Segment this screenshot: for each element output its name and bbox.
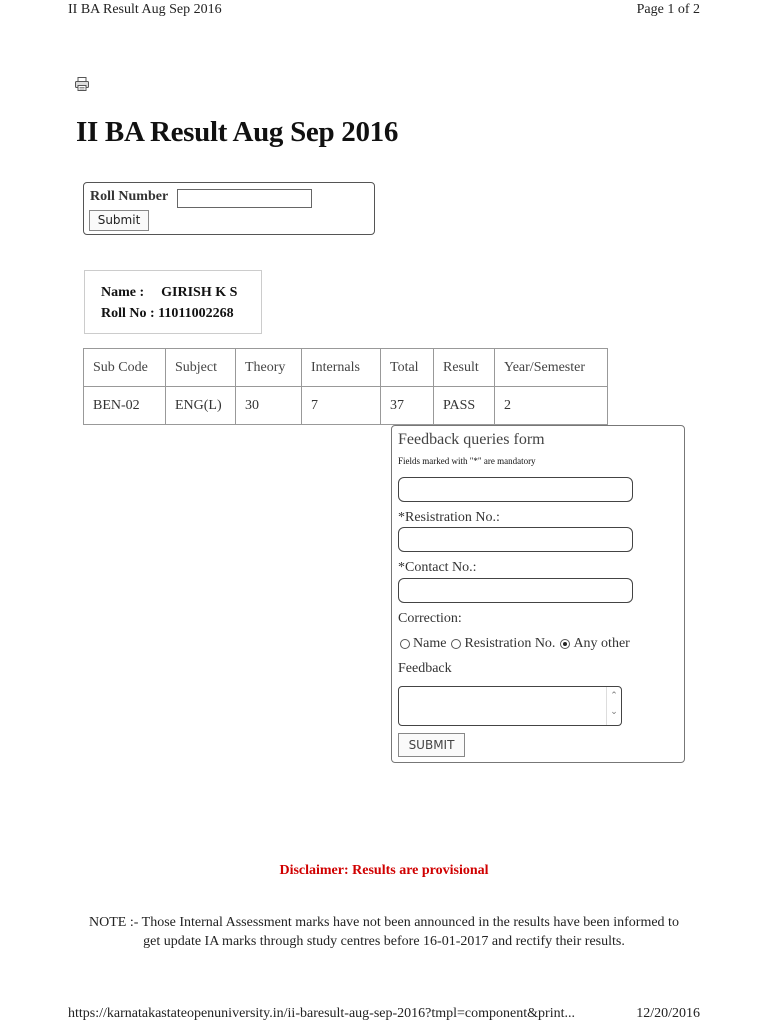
- student-name-row: [101, 285, 237, 301]
- page-title: II BA Result Aug Sep 2016: [76, 116, 399, 148]
- feedback-first-field[interactable]: [398, 477, 633, 502]
- feedback-submit-button[interactable]: SUBMIT: [398, 733, 465, 757]
- student-name-label: Name :: [101, 285, 145, 300]
- footer-date: 12/20/2016: [636, 1006, 700, 1021]
- registration-label: *Resistration No.:: [398, 510, 500, 525]
- feedback-label: Feedback: [398, 661, 452, 676]
- correction-options: [400, 636, 635, 652]
- cell-year-semester: 2: [495, 387, 608, 425]
- radio-name-label: Name: [413, 636, 447, 651]
- student-roll-label: Roll No :: [101, 306, 155, 321]
- student-roll-value: 11011002268: [158, 306, 234, 321]
- col-result: Result: [434, 349, 495, 387]
- feedback-form: [391, 425, 685, 763]
- student-name-value: GIRISH K S: [161, 285, 238, 300]
- col-subject: Subject: [166, 349, 236, 387]
- textarea-scrollbar[interactable]: [606, 687, 621, 725]
- col-internals: Internals: [302, 349, 381, 387]
- contact-label: *Contact No.:: [398, 560, 477, 575]
- cell-total: 37: [381, 387, 434, 425]
- radio-name[interactable]: [400, 639, 410, 649]
- roll-number-form: [83, 182, 375, 235]
- registration-input[interactable]: [398, 527, 633, 552]
- results-header-row: [84, 349, 608, 387]
- feedback-title: Feedback queries form: [398, 431, 545, 448]
- chevron-down-icon[interactable]: ⌄: [610, 706, 618, 716]
- table-row: [84, 387, 608, 425]
- disclaimer: Disclaimer: Results are provisional: [279, 863, 489, 878]
- roll-submit-button[interactable]: Submit: [89, 210, 149, 231]
- cell-sub-code: BEN-02: [84, 387, 166, 425]
- note-text: NOTE :- Those Internal Assessment marks have not been announced in the results have been informed to get update IA marks through study centres before 16-01-2017 and rectify their results.: [89, 915, 679, 949]
- footer-url: https://karnatakastateopenuniversity.in/ii-baresult-aug-sep-2016?tmpl=component&print...: [68, 1006, 575, 1021]
- student-info-box: [84, 270, 262, 334]
- roll-number-input[interactable]: [177, 189, 312, 208]
- col-theory: Theory: [236, 349, 302, 387]
- cell-internals: 7: [302, 387, 381, 425]
- printer-icon[interactable]: [74, 76, 90, 92]
- cell-theory: 30: [236, 387, 302, 425]
- feedback-textarea[interactable]: [398, 686, 622, 726]
- radio-any-other-label: Any other: [573, 636, 630, 651]
- radio-any-other[interactable]: [560, 639, 570, 649]
- contact-input[interactable]: [398, 578, 633, 603]
- mandatory-note: Fields marked with "*" are mandatory: [398, 456, 536, 466]
- results-table: [83, 348, 608, 425]
- cell-subject: ENG(L): [166, 387, 236, 425]
- radio-registration[interactable]: [451, 639, 461, 649]
- correction-label: Correction:: [398, 611, 462, 626]
- cell-result: PASS: [434, 387, 495, 425]
- col-sub-code: Sub Code: [84, 349, 166, 387]
- chevron-up-icon[interactable]: ⌃: [610, 690, 618, 700]
- header-page-info: Page 1 of 2: [636, 2, 700, 17]
- col-total: Total: [381, 349, 434, 387]
- header-doc-title: II BA Result Aug Sep 2016: [68, 2, 222, 17]
- roll-number-label: Roll Number: [90, 189, 169, 204]
- col-year-semester: Year/Semester: [495, 349, 608, 387]
- student-roll-row: [101, 306, 234, 322]
- radio-registration-label: Resistration No.: [464, 636, 556, 651]
